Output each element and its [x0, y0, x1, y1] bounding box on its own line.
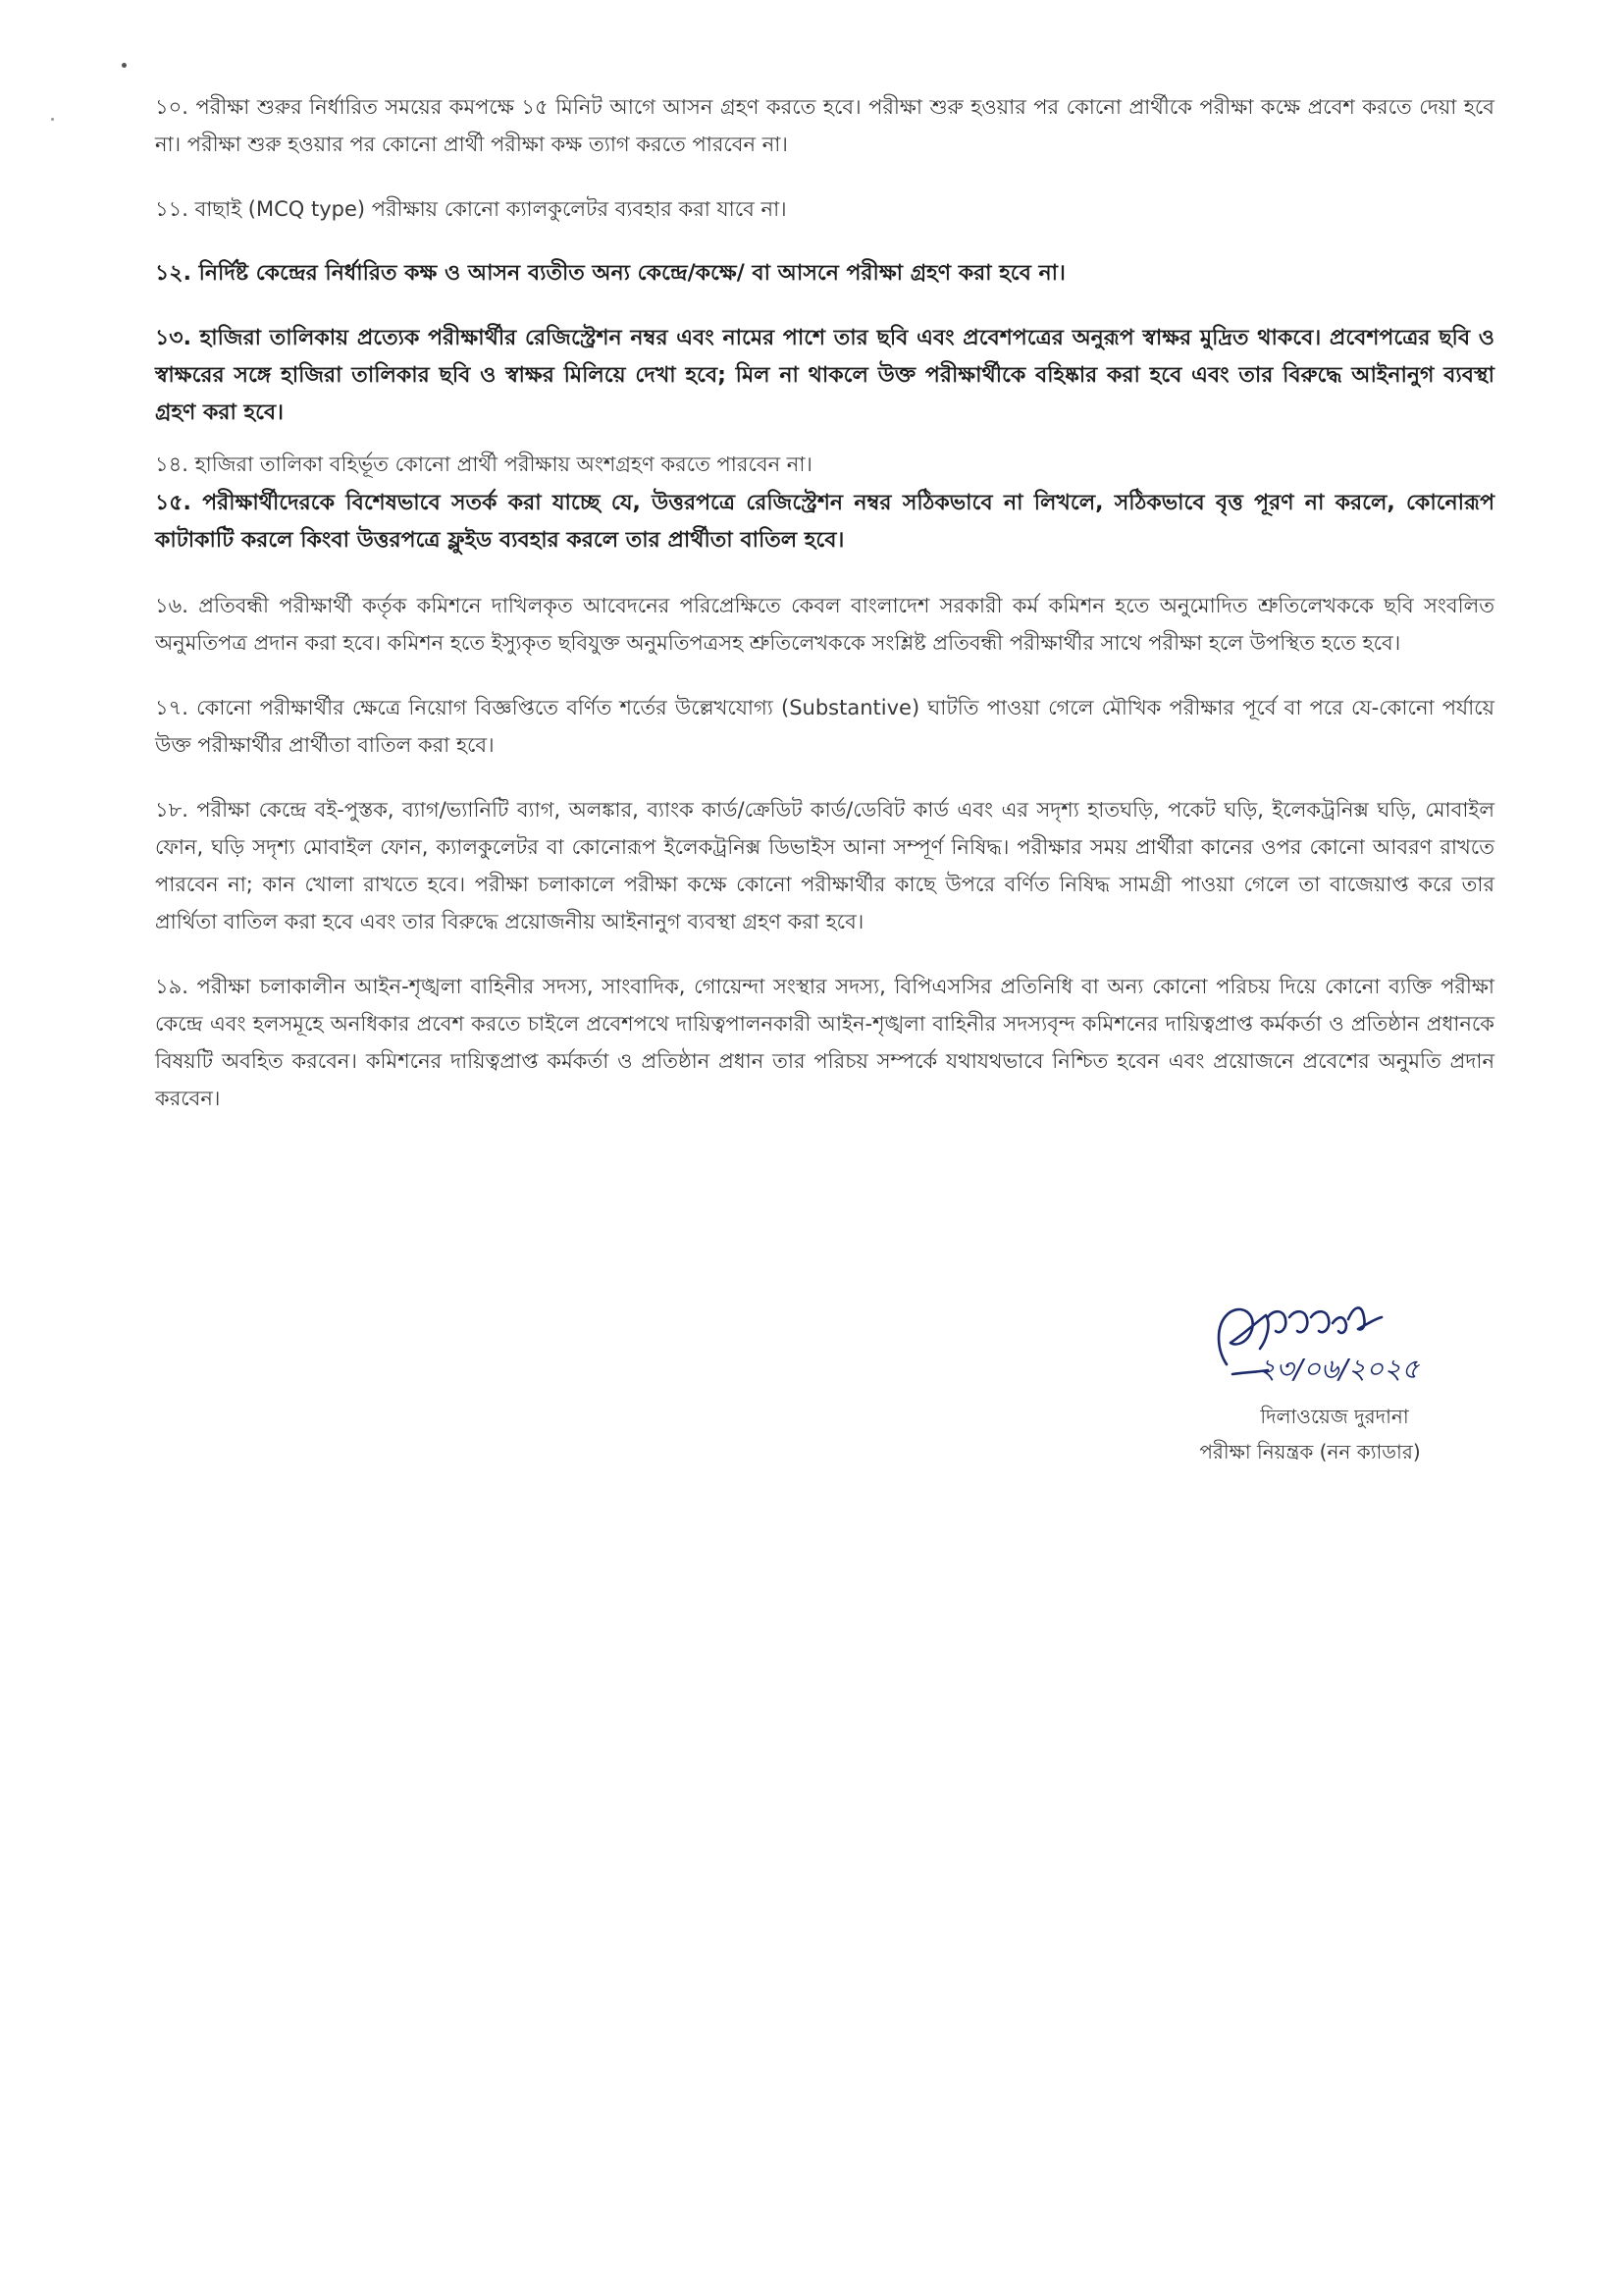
signatory-name: দিলাওয়েজ দুরদানা: [1260, 1405, 1409, 1428]
paragraph-19: ১৯. পরীক্ষা চলাকালীন আইন-শৃঙ্খলা বাহিনীর সদস্য, সাংবাদিক, গোয়েন্দা সংস্থার সদস্য, বিপিএসসির প্রতিনিধি বা অন্য কোনো পরিচয় দিয়ে কোনো ব্যক্তি পরীক্ষা কেন্দ্রে এবং হলসমূহে অনধিকার প্রবেশ করতে চাইলে প্রবেশপথে দায়িত্বপালনকারী আইন-শৃঙ্খলা বাহিনীর সদস্যবৃন্দ কমিশনের দায়িত্বপ্রাপ্ত কর্মকর্তা ও প্রতিষ্ঠান প্রধানকে বিষয়টি অবহিত করবেন। কমিশনের দায়িত্বপ্রাপ্ত কর্মকর্তা ও প্রতিষ্ঠান প্রধান তার পরিচয় সম্পর্কে যথাযথভাবে নিশ্চিত হবেন এবং প্রয়োজনে প্রবেশের অনুমতি প্রদান করবেন।: [155, 975, 1494, 1110]
scan-speck: [122, 63, 127, 68]
paragraph-14: ১৪. হাজিরা তালিকা বহির্ভূত কোনো প্রার্থী পরীক্ষায় অংশগ্রহণ করতে পারবেন না।: [155, 452, 812, 476]
paragraph-17: ১৭. কোনো পরীক্ষার্থীর ক্ষেত্রে নিয়োগ বিজ্ঞপ্তিতে বর্ণিত শর্তের উল্লেখযোগ্য (Substantive) ঘাটতি পাওয়া গেলে মৌখিক পরীক্ষার পূর্বে বা পরে যে-কোনো পর্যায়ে উক্ত পরীক্ষার্থীর প্রার্থীতা বাতিল করা হবে।: [155, 696, 1494, 757]
scan-speck: [51, 118, 54, 121]
handwritten-signature: [1197, 1296, 1482, 1394]
signature-block: [1119, 1296, 1492, 1472]
paragraph-15: ১৫. পরীক্ষার্থীদেরকে বিশেষভাবে সতর্ক করা যাচ্ছে যে, উত্তরপত্রে রেজিস্ট্রেশন নম্বর সঠিকভাবে না লিখলে, সঠিকভাবে বৃত্ত পূরণ না করলে, কোনোরূপ কাটাকাটি করলে কিংবা উত্তরপত্রে ফ্লুইড ব্যবহার করলে তার প্রার্থীতা বাতিল হবে।: [155, 491, 1494, 553]
paragraph-18: ১৮. পরীক্ষা কেন্দ্রে বই-পুস্তক, ব্যাগ/ভ্যানিটি ব্যাগ, অলঙ্কার, ব্যাংক কার্ড/ক্রেডিট কার্ড/ডেবিট কার্ড এবং এর সদৃশ্য হাতঘড়ি, পকেট ঘড়ি, ইলেকট্রনিক্স ঘড়ি, মোবাইল ফোন, ঘড়ি সদৃশ্য মোবাইল ফোন, ক্যালকুলেটর বা কোনোরূপ ইলেকট্রনিক্স ডিভাইস আনা সম্পূর্ণ নিষিদ্ধ। পরীক্ষার সময় প্রার্থীরা কানের ওপর কোনো আবরণ রাখতে পারবেন না; কান খোলা রাখতে হবে। পরীক্ষা চলাকালে পরীক্ষা কক্ষে কোনো পরীক্ষার্থীর কাছে উপরে বর্ণিত নিষিদ্ধ সামগ্রী পাওয়া গেলে তা বাজেয়াপ্ত করে তার প্রার্থিতা বাতিল করা হবে এবং তার বিরুদ্ধে প্রয়োজনীয় আইনানুগ ব্যবস্থা গ্রহণ করা হবে।: [155, 798, 1494, 933]
signature-date: ২৩/০৬/২০২৫: [1258, 1353, 1420, 1385]
paragraph-16: ১৬. প্রতিবন্ধী পরীক্ষার্থী কর্তৃক কমিশনে দাখিলকৃত আবেদনের পরিপ্রেক্ষিতে কেবল বাংলাদেশ সরকারী কর্ম কমিশন হতে অনুমোদিত শ্রুতিলেখককে ছবি সংবলিত অনুমতিপত্র প্রদান করা হবে। কমিশন হতে ইস্যুকৃত ছবিযুক্ত অনুমতিপত্রসহ শ্রুতিলেখককে সংশ্লিষ্ট প্রতিবন্ধী পরীক্ষার্থীর সাথে পরীক্ষা হলে উপস্থিত হতে হবে।: [155, 594, 1494, 655]
paragraph-12: ১২. নির্দিষ্ট কেন্দ্রের নির্ধারিত কক্ষ ও আসন ব্যতীত অন্য কেন্দ্রে/কক্ষে/ বা আসনে পরীক্ষা গ্রহণ করা হবে না।: [155, 261, 1066, 286]
document-body: [155, 88, 1494, 1144]
paragraph-10: ১০. পরীক্ষা শুরুর নির্ধারিত সময়ের কমপক্ষে ১৫ মিনিট আগে আসন গ্রহণ করতে হবে। পরীক্ষা শুরু হওয়ার পর কোনো প্রার্থীকে পরীক্ষা কক্ষে প্রবেশ করতে দেয়া হবে না। পরীক্ষা শুরু হওয়ার পর কোনো প্রার্থী পরীক্ষা কক্ষ ত্যাগ করতে পারবেন না।: [155, 95, 1494, 156]
paragraph-11: ১১. বাছাই (MCQ type) পরীক্ষায় কোনো ক্যালকুলেটর ব্যবহার করা যাবে না।: [155, 197, 787, 221]
paragraph-13: ১৩. হাজিরা তালিকায় প্রত্যেক পরীক্ষার্থীর রেজিস্ট্রেশন নম্বর এবং নামের পাশে তার ছবি এবং প্রবেশপত্রের অনুরূপ স্বাক্ষর মুদ্রিত থাকবে। প্রবেশপত্রের ছবি ও স্বাক্ষরের সঙ্গে হাজিরা তালিকার ছবি ও স্বাক্ষর মিলিয়ে দেখা হবে; মিল না থাকলে উক্ত পরীক্ষার্থীকে বহিষ্কার করা হবে এবং তার বিরুদ্ধে আইনানুগ ব্যবস্থা গ্রহণ করা হবে।: [155, 326, 1494, 425]
signatory-title: পরীক্ষা নিয়ন্ত্রক (নন ক্যাডার): [1199, 1440, 1421, 1463]
